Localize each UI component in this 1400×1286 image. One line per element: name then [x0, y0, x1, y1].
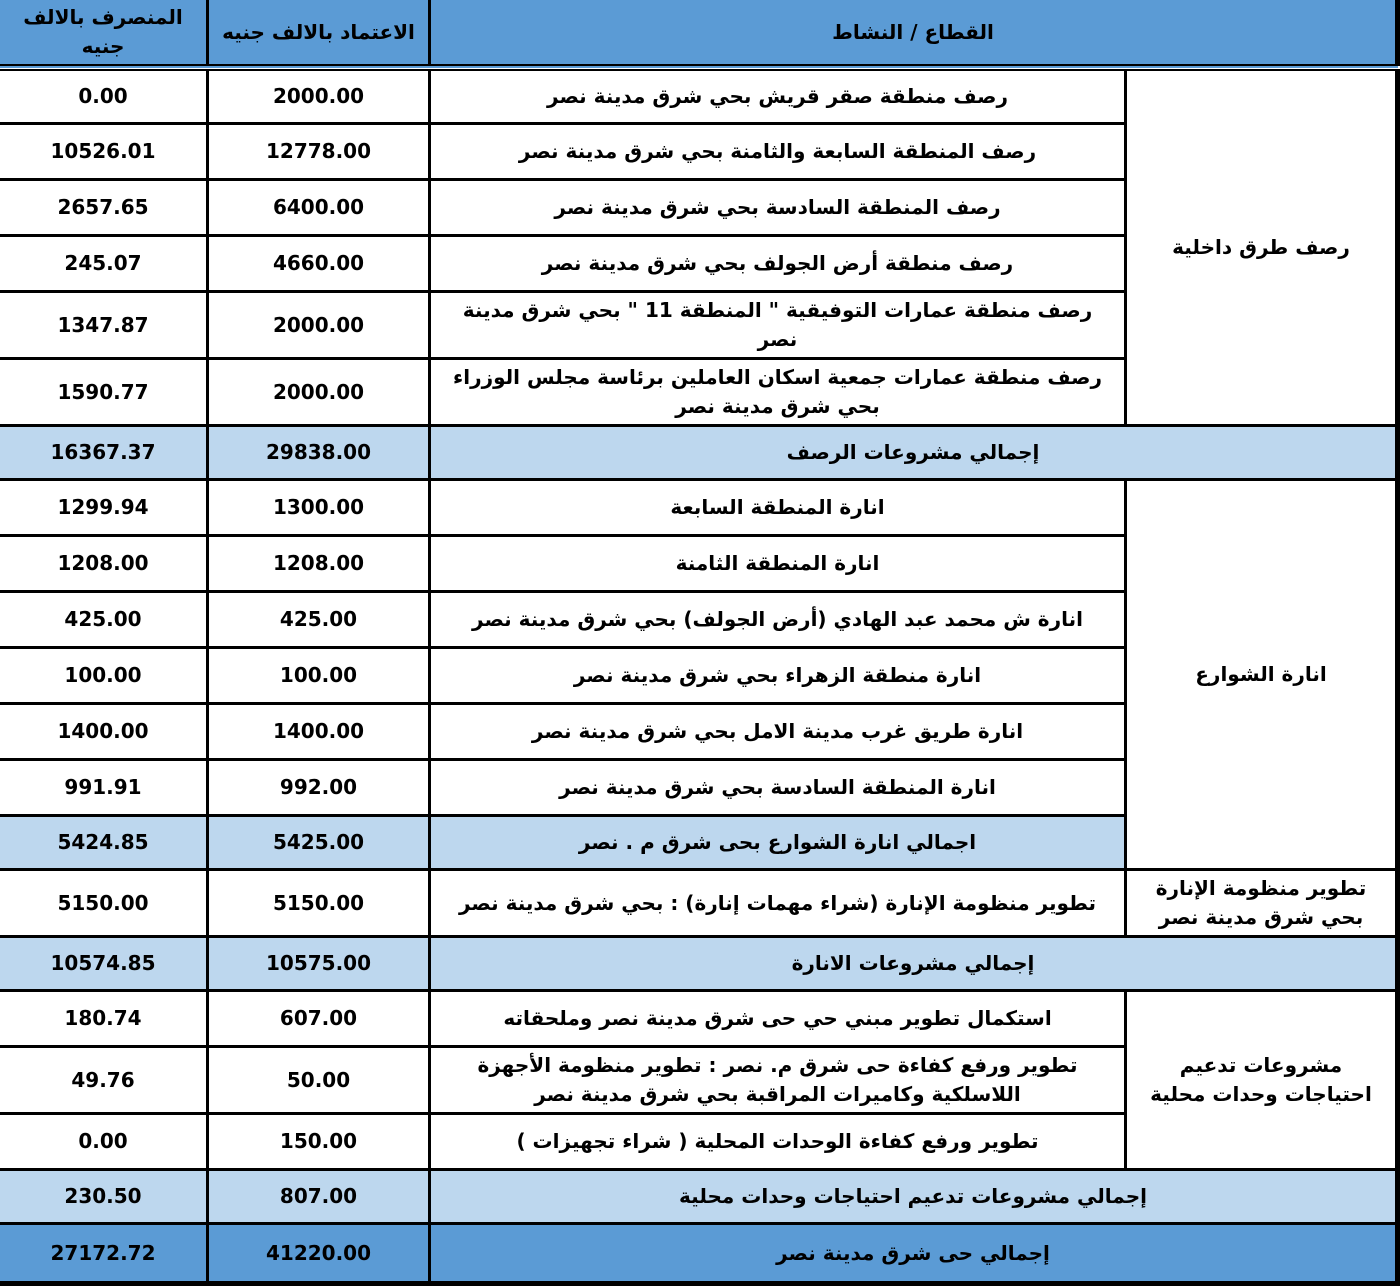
disbursed-cell: 27172.72: [0, 1224, 208, 1284]
disbursed-cell: 1208.00: [0, 536, 208, 592]
activity-cell: رصف منطقة صقر قريش بحي شرق مدينة نصر: [430, 68, 1126, 124]
disbursed-cell: 1347.87: [0, 292, 208, 359]
allocation-cell: 607.00: [208, 991, 430, 1047]
allocation-cell: 425.00: [208, 592, 430, 648]
disbursed-cell: 10574.85: [0, 937, 208, 991]
activity-cell: استكمال تطوير مبني حي حى شرق مدينة نصر وملحقاته: [430, 991, 1126, 1047]
activity-cell: إجمالي مشروعات تدعيم احتياجات وحدات محلية: [430, 1170, 1398, 1224]
disbursed-cell: 425.00: [0, 592, 208, 648]
disbursed-cell: 1299.94: [0, 480, 208, 536]
disbursed-cell: 5424.85: [0, 816, 208, 870]
subtotal-row: [0, 937, 1398, 991]
allocation-cell: 50.00: [208, 1047, 430, 1114]
activity-cell: رصف منطقة عمارات جمعية اسكان العاملين برئاسة مجلس الوزراء بحي شرق مدينة نصر: [430, 359, 1126, 426]
allocation-cell: 41220.00: [208, 1224, 430, 1284]
disbursed-cell: 100.00: [0, 648, 208, 704]
category-cell: تطوير منظومة الإنارة بحي شرق مدينة نصر: [1126, 870, 1398, 937]
disbursed-cell: 0.00: [0, 68, 208, 124]
activity-cell: رصف منطقة عمارات التوفيقية " المنطقة 11 " بحي شرق مدينة نصر: [430, 292, 1126, 359]
grand-total-row: [0, 1224, 1398, 1284]
table-row: [0, 870, 1398, 937]
activity-cell: رصف المنطقة السابعة والثامنة بحي شرق مدينة نصر: [430, 124, 1126, 180]
allocation-cell: 5425.00: [208, 816, 430, 870]
allocation-cell: 150.00: [208, 1114, 430, 1170]
disbursed-cell: 0.00: [0, 1114, 208, 1170]
category-cell: رصف طرق داخلية: [1126, 68, 1398, 426]
allocation-cell: 29838.00: [208, 426, 430, 480]
activity-cell: إجمالي مشروعات الانارة: [430, 937, 1398, 991]
header-sector-activity: القطاع / النشاط: [430, 0, 1398, 68]
activity-cell: اجمالي انارة الشوارع بحى شرق م . نصر: [430, 816, 1126, 870]
activity-cell: تطوير ورفع كفاءة الوحدات المحلية ( شراء تجهيزات ): [430, 1114, 1126, 1170]
header-row: [0, 0, 1398, 68]
header-allocation: الاعتماد بالالف جنيه: [208, 0, 430, 68]
allocation-cell: 100.00: [208, 648, 430, 704]
allocation-cell: 4660.00: [208, 236, 430, 292]
activity-cell: تطوير منظومة الإنارة (شراء مهمات إنارة) : بحي شرق مدينة نصر: [430, 870, 1126, 937]
allocation-cell: 2000.00: [208, 68, 430, 124]
allocation-cell: 2000.00: [208, 359, 430, 426]
activity-cell: رصف المنطقة السادسة بحي شرق مدينة نصر: [430, 180, 1126, 236]
table-row: [0, 68, 1398, 124]
disbursed-cell: 230.50: [0, 1170, 208, 1224]
activity-cell: انارة منطقة الزهراء بحي شرق مدينة نصر: [430, 648, 1126, 704]
activity-cell: تطوير ورفع كفاءة حى شرق م. نصر : تطوير منظومة الأجهزة اللاسلكية وكاميرات المراقبة بحي شرق مدينة نصر: [430, 1047, 1126, 1114]
allocation-cell: 5150.00: [208, 870, 430, 937]
allocation-cell: 1400.00: [208, 704, 430, 760]
allocation-cell: 6400.00: [208, 180, 430, 236]
disbursed-cell: 180.74: [0, 991, 208, 1047]
disbursed-cell: 245.07: [0, 236, 208, 292]
disbursed-cell: 2657.65: [0, 180, 208, 236]
activity-cell: انارة المنطقة السادسة بحي شرق مدينة نصر: [430, 760, 1126, 816]
category-cell: مشروعات تدعيم احتياجات وحدات محلية: [1126, 991, 1398, 1170]
disbursed-cell: 10526.01: [0, 124, 208, 180]
disbursed-cell: 5150.00: [0, 870, 208, 937]
allocation-cell: 1208.00: [208, 536, 430, 592]
category-cell: انارة الشوارع: [1126, 480, 1398, 870]
subtotal-row: [0, 426, 1398, 480]
disbursed-cell: 1400.00: [0, 704, 208, 760]
allocation-cell: 807.00: [208, 1170, 430, 1224]
table-row: [0, 991, 1398, 1047]
disbursed-cell: 49.76: [0, 1047, 208, 1114]
activity-cell: انارة طريق غرب مدينة الامل بحي شرق مدينة نصر: [430, 704, 1126, 760]
table-body: [0, 68, 1398, 1284]
allocation-cell: 2000.00: [208, 292, 430, 359]
disbursed-cell: 991.91: [0, 760, 208, 816]
activity-cell: انارة ش محمد عبد الهادي (أرض الجولف) بحي شرق مدينة نصر: [430, 592, 1126, 648]
header-disbursed: المنصرف بالالف جنيه: [0, 0, 208, 68]
disbursed-cell: 1590.77: [0, 359, 208, 426]
activity-cell: انارة المنطقة السابعة: [430, 480, 1126, 536]
activity-cell: رصف منطقة أرض الجولف بحي شرق مدينة نصر: [430, 236, 1126, 292]
allocation-cell: 1300.00: [208, 480, 430, 536]
activity-cell: انارة المنطقة الثامنة: [430, 536, 1126, 592]
activity-cell: إجمالي حى شرق مدينة نصر: [430, 1224, 1398, 1284]
disbursed-cell: 16367.37: [0, 426, 208, 480]
activity-cell: إجمالي مشروعات الرصف: [430, 426, 1398, 480]
allocation-cell: 12778.00: [208, 124, 430, 180]
table-row: [0, 480, 1398, 536]
subtotal-row: [0, 1170, 1398, 1224]
allocation-cell: 992.00: [208, 760, 430, 816]
allocation-cell: 10575.00: [208, 937, 430, 991]
